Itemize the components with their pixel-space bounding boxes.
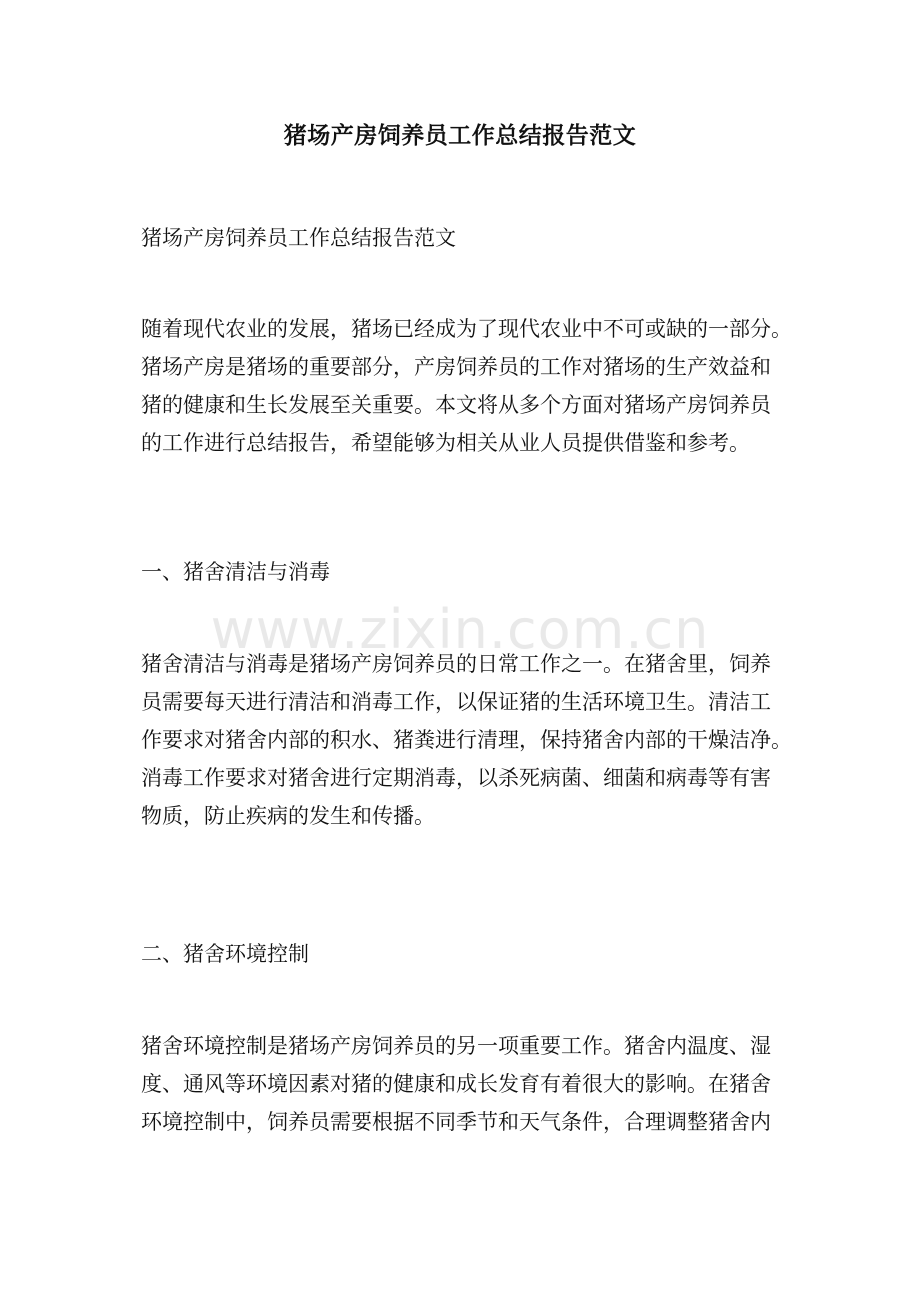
intro-line: 随着现代农业的发展，猪场已经成为了现代农业中不可或缺的一部分。: [141, 317, 792, 341]
section-2-heading: 二、猪舍环境控制: [141, 942, 309, 966]
intro-line: 猪的健康和生长发展至关重要。本文将从多个方面对猪场产房饲养员: [141, 393, 771, 417]
intro-line: 猪场产房是猪场的重要部分，产房饲养员的工作对猪场的生产效益和: [141, 355, 771, 379]
intro-paragraph: [141, 310, 791, 462]
watermark: www.zixin.com.cn: [210, 598, 710, 661]
section-2-paragraph: [141, 1027, 791, 1141]
section-1-line: 物质，防止疾病的发生和传播。: [141, 804, 435, 828]
section-2-line: 环境控制中，饲养员需要根据不同季节和天气条件，合理调整猪舍内: [141, 1110, 771, 1134]
section-2-line: 猪舍环境控制是猪场产房饲养员的另一项重要工作。猪舍内温度、湿: [141, 1034, 771, 1058]
section-1-line: 消毒工作要求对猪舍进行定期消毒，以杀死病菌、细菌和病毒等有害: [141, 766, 771, 790]
section-1-heading: 一、猪舍清洁与消毒: [141, 560, 330, 584]
section-1-line: 作要求对猪舍内部的积水、猪粪进行清理，保持猪舍内部的干燥洁净。: [141, 728, 792, 752]
document-title: 猪场产房饲养员工作总结报告范文: [283, 122, 637, 149]
section-2-line: 度、通风等环境因素对猪的健康和成长发育有着很大的影响。在猪舍: [141, 1072, 771, 1096]
section-1-line: 员需要每天进行清洁和消毒工作，以保证猪的生活环境卫生。清洁工: [141, 690, 771, 714]
document-subtitle: 猪场产房饲养员工作总结报告范文: [141, 226, 456, 250]
intro-line: 的工作进行总结报告，希望能够为相关从业人员提供借鉴和参考。: [141, 431, 750, 455]
section-1-paragraph: [141, 645, 791, 835]
section-1-line: 猪舍清洁与消毒是猪场产房饲养员的日常工作之一。在猪舍里，饲养: [141, 652, 771, 676]
